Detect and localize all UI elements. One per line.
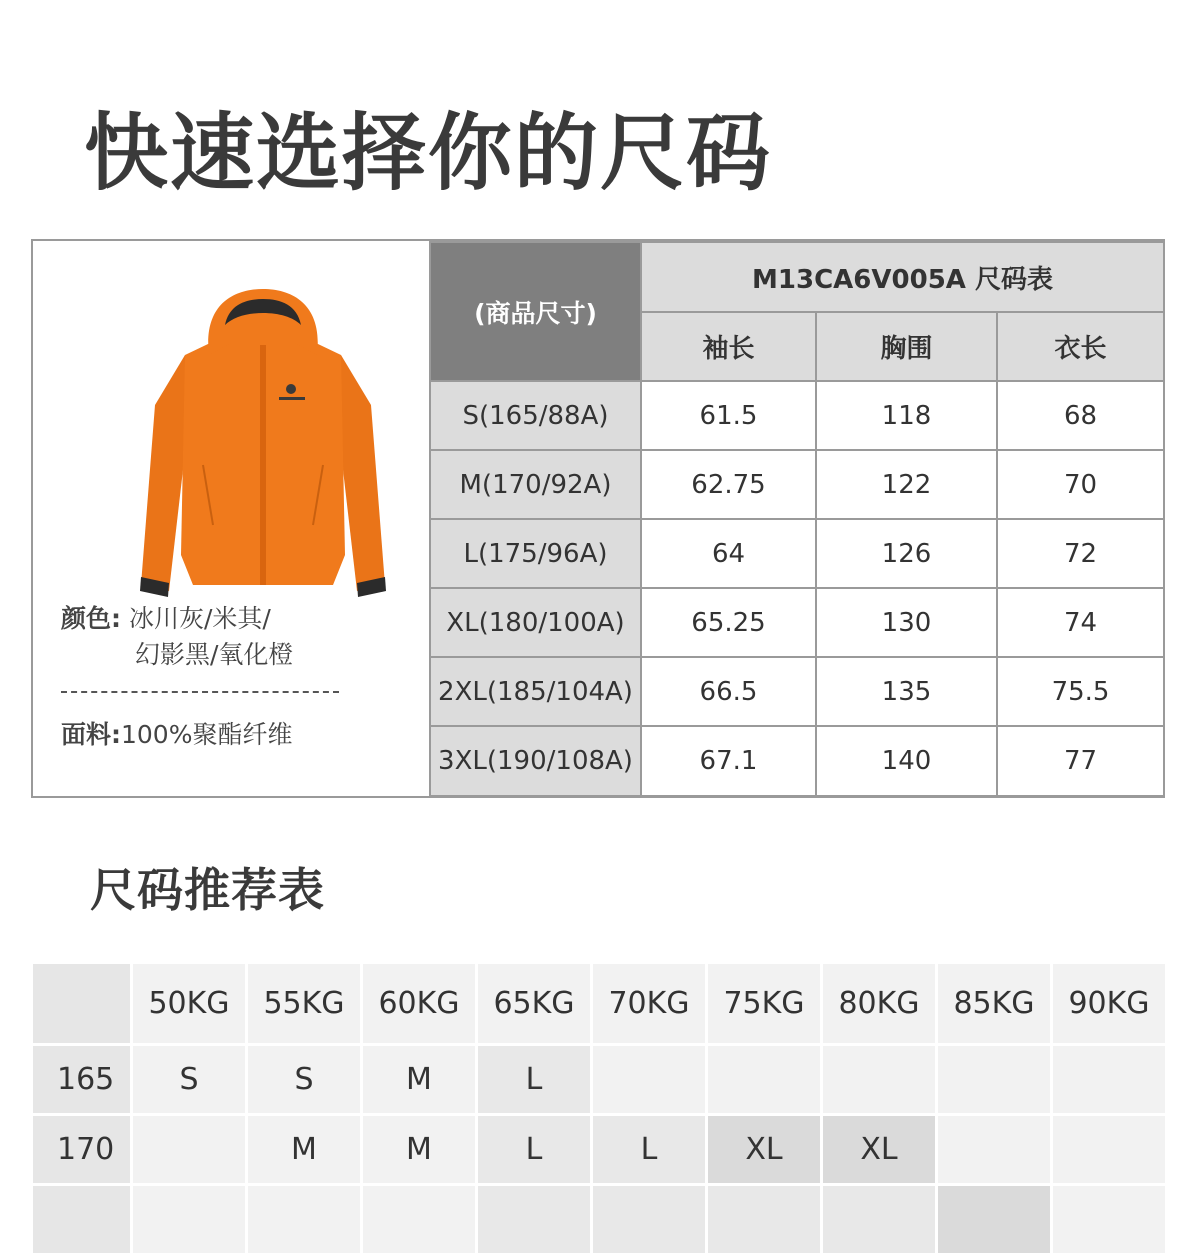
size-cell <box>823 1046 935 1113</box>
weight-header: 65KG <box>478 964 590 1043</box>
size-cell: S <box>248 1046 360 1113</box>
sleeve-value: 65.25 <box>641 588 816 657</box>
weight-header: 55KG <box>248 964 360 1043</box>
length-value: 74 <box>997 588 1164 657</box>
color-info <box>61 601 293 673</box>
size-cell <box>593 1186 705 1253</box>
size-label: 2XL(185/104A) <box>430 657 641 726</box>
size-cell <box>1053 1116 1165 1183</box>
table-row <box>430 657 1164 726</box>
weight-header: 70KG <box>593 964 705 1043</box>
table-row <box>33 1116 1168 1183</box>
table-row <box>430 519 1164 588</box>
size-cell <box>823 1186 935 1253</box>
size-cell: L <box>478 1116 590 1183</box>
size-cell <box>938 1186 1050 1253</box>
weight-header: 75KG <box>708 964 820 1043</box>
size-recommend-grid <box>33 964 1168 1256</box>
table-row <box>33 1186 1168 1253</box>
size-cell <box>1053 1186 1165 1253</box>
fabric-value: 100%聚酯纤维 <box>121 720 293 749</box>
chest-value: 135 <box>816 657 997 726</box>
weight-header-row <box>33 964 1168 1043</box>
weight-header: 50KG <box>133 964 245 1043</box>
size-cell: S <box>133 1046 245 1113</box>
weight-header: 90KG <box>1053 964 1165 1043</box>
length-value: 68 <box>997 381 1164 450</box>
sleeve-value: 61.5 <box>641 381 816 450</box>
size-label: M(170/92A) <box>430 450 641 519</box>
table-row <box>430 588 1164 657</box>
col-header-sleeve: 袖长 <box>641 312 816 381</box>
chest-value: 140 <box>816 726 997 796</box>
height-label: 170 <box>33 1116 130 1183</box>
size-cell <box>938 1046 1050 1113</box>
sleeve-value: 67.1 <box>641 726 816 796</box>
corner-cell <box>33 964 130 1043</box>
weight-header: 80KG <box>823 964 935 1043</box>
size-label: 3XL(190/108A) <box>430 726 641 796</box>
size-cell: L <box>478 1046 590 1113</box>
size-cell: M <box>248 1116 360 1183</box>
chest-value: 122 <box>816 450 997 519</box>
size-cell <box>133 1116 245 1183</box>
size-cell: M <box>363 1046 475 1113</box>
size-cell: XL <box>708 1116 820 1183</box>
height-label <box>33 1186 130 1253</box>
sleeve-value: 66.5 <box>641 657 816 726</box>
size-cell <box>1053 1046 1165 1113</box>
sleeve-value: 62.75 <box>641 450 816 519</box>
color-values-line1: 冰川灰/米其/ <box>128 604 271 633</box>
col-header-length: 衣长 <box>997 312 1164 381</box>
size-cell <box>363 1186 475 1253</box>
fabric-label: 面料: <box>61 720 121 749</box>
size-cell <box>478 1186 590 1253</box>
height-label: 165 <box>33 1046 130 1113</box>
table-row <box>430 381 1164 450</box>
size-column-header: (商品尺寸) <box>430 242 641 381</box>
size-chart-table <box>429 241 1165 797</box>
size-cell: XL <box>823 1116 935 1183</box>
product-info <box>33 241 429 796</box>
dashed-divider <box>61 691 339 693</box>
size-cell <box>708 1046 820 1113</box>
size-cell <box>938 1116 1050 1183</box>
table-row <box>430 726 1164 796</box>
weight-header: 60KG <box>363 964 475 1043</box>
recommend-title: 尺码推荐表 <box>90 863 325 917</box>
size-cell <box>593 1046 705 1113</box>
table-row <box>33 1046 1168 1113</box>
size-chart-title: M13CA6V005A 尺码表 <box>641 242 1164 312</box>
chest-value: 130 <box>816 588 997 657</box>
fabric-info <box>61 717 292 753</box>
size-label: S(165/88A) <box>430 381 641 450</box>
size-cell <box>708 1186 820 1253</box>
size-cell <box>133 1186 245 1253</box>
size-cell: L <box>593 1116 705 1183</box>
chest-value: 126 <box>816 519 997 588</box>
length-value: 72 <box>997 519 1164 588</box>
size-cell <box>248 1186 360 1253</box>
table-row <box>430 450 1164 519</box>
length-value: 75.5 <box>997 657 1164 726</box>
size-cell: M <box>363 1116 475 1183</box>
chest-value: 118 <box>816 381 997 450</box>
col-header-chest: 胸围 <box>816 312 997 381</box>
weight-header: 85KG <box>938 964 1050 1043</box>
color-label: 颜色: <box>61 604 121 633</box>
jacket-image <box>133 285 393 615</box>
page-title: 快速选择你的尺码 <box>84 104 773 202</box>
size-label: XL(180/100A) <box>430 588 641 657</box>
length-value: 77 <box>997 726 1164 796</box>
size-label: L(175/96A) <box>430 519 641 588</box>
length-value: 70 <box>997 450 1164 519</box>
color-values-line2: 幻影黑/氧化橙 <box>135 640 294 669</box>
size-spec-panel <box>31 239 1165 798</box>
sleeve-value: 64 <box>641 519 816 588</box>
